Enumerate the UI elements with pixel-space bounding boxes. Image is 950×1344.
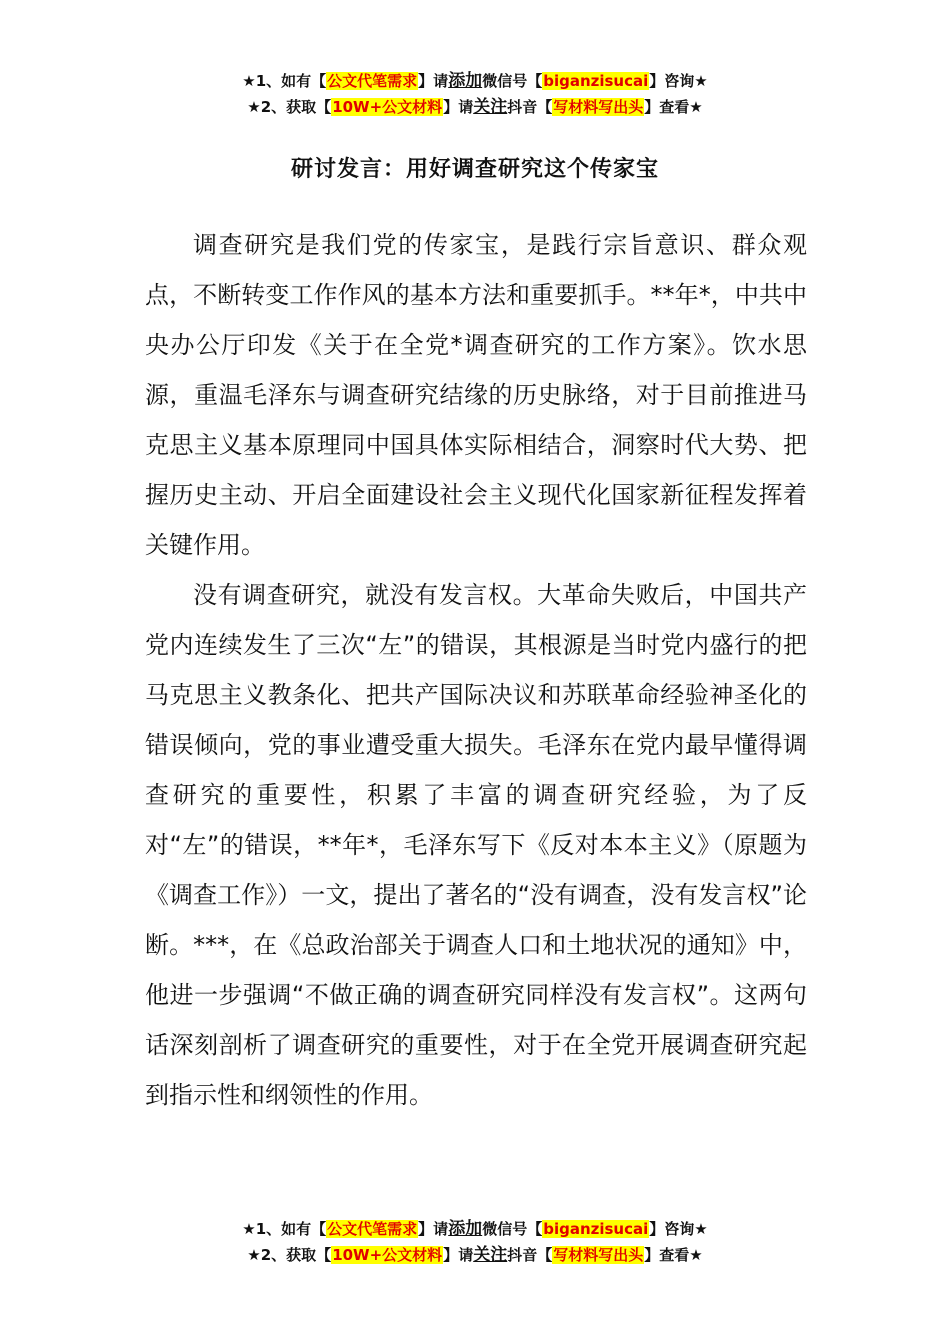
highlight-service: 公文代笔需求 (327, 1220, 418, 1238)
highlight-materials: 10W+公文材料 (332, 1246, 443, 1264)
highlight-materials: 10W+公文材料 (332, 98, 443, 116)
promo-line-2: ★2、获取【10W+公文材料】请关注抖音【写材料写出头】查看★ (247, 97, 703, 117)
highlight-service: 公文代笔需求 (327, 72, 418, 90)
promo-banner-top (0, 68, 950, 120)
promo-line-1: ★1、如有【公文代笔需求】请添加微信号【biganzisucai】咨询★ (242, 1219, 708, 1239)
promo-banner-bottom (0, 1216, 950, 1268)
promo-line-1: ★1、如有【公文代笔需求】请添加微信号【biganzisucai】咨询★ (242, 71, 708, 91)
highlight-douyin: 写材料写出头 (553, 1246, 644, 1264)
paragraph-1: 调查研究是我们党的传家宝，是践行宗旨意识、群众观点，不断转变工作作风的基本方法和重要抓手。**年*，中共中央办公厅印发《关于在全党*调查研究的工作方案》。饮水思源，重温毛泽东与调查研究结缘的历史脉络，对于目前推进马克思主义基本原理同中国具体实际相结合，洞察时代大势、把握历史主动、开启全面建设社会主义现代化国家新征程发挥着关键作用。 (145, 231, 807, 559)
highlight-wechat-id: biganzisucai (543, 72, 649, 90)
highlight-douyin: 写材料写出头 (553, 98, 644, 116)
document-body (145, 220, 807, 1120)
paragraph-2: 没有调查研究，就没有发言权。大革命失败后，中国共产党内连续发生了三次“左”的错误，其根源是当时党内盛行的把马克思主义教条化、把共产国际决议和苏联革命经验神圣化的错误倾向，党的事业遭受重大损失。毛泽东在党内最早懂得调查研究的重要性，积累了丰富的调查研究经验，为了反对“左”的错误，**年*，毛泽东写下《反对本本主义》（原题为《调查工作》）一文，提出了著名的“没有调查，没有发言权”论断。***，在《总政治部关于调查人口和土地状况的通知》中，他进一步强调“不做正确的调查研究同样没有发言权”。这两句话深刻剖析了调查研究的重要性，对于在全党开展调查研究起到指示性和纲领性的作用。 (145, 581, 807, 1109)
document-title: 研讨发言：用好调查研究这个传家宝 (290, 157, 659, 182)
promo-line-2: ★2、获取【10W+公文材料】请关注抖音【写材料写出头】查看★ (247, 1245, 703, 1265)
highlight-wechat-id: biganzisucai (543, 1220, 649, 1238)
